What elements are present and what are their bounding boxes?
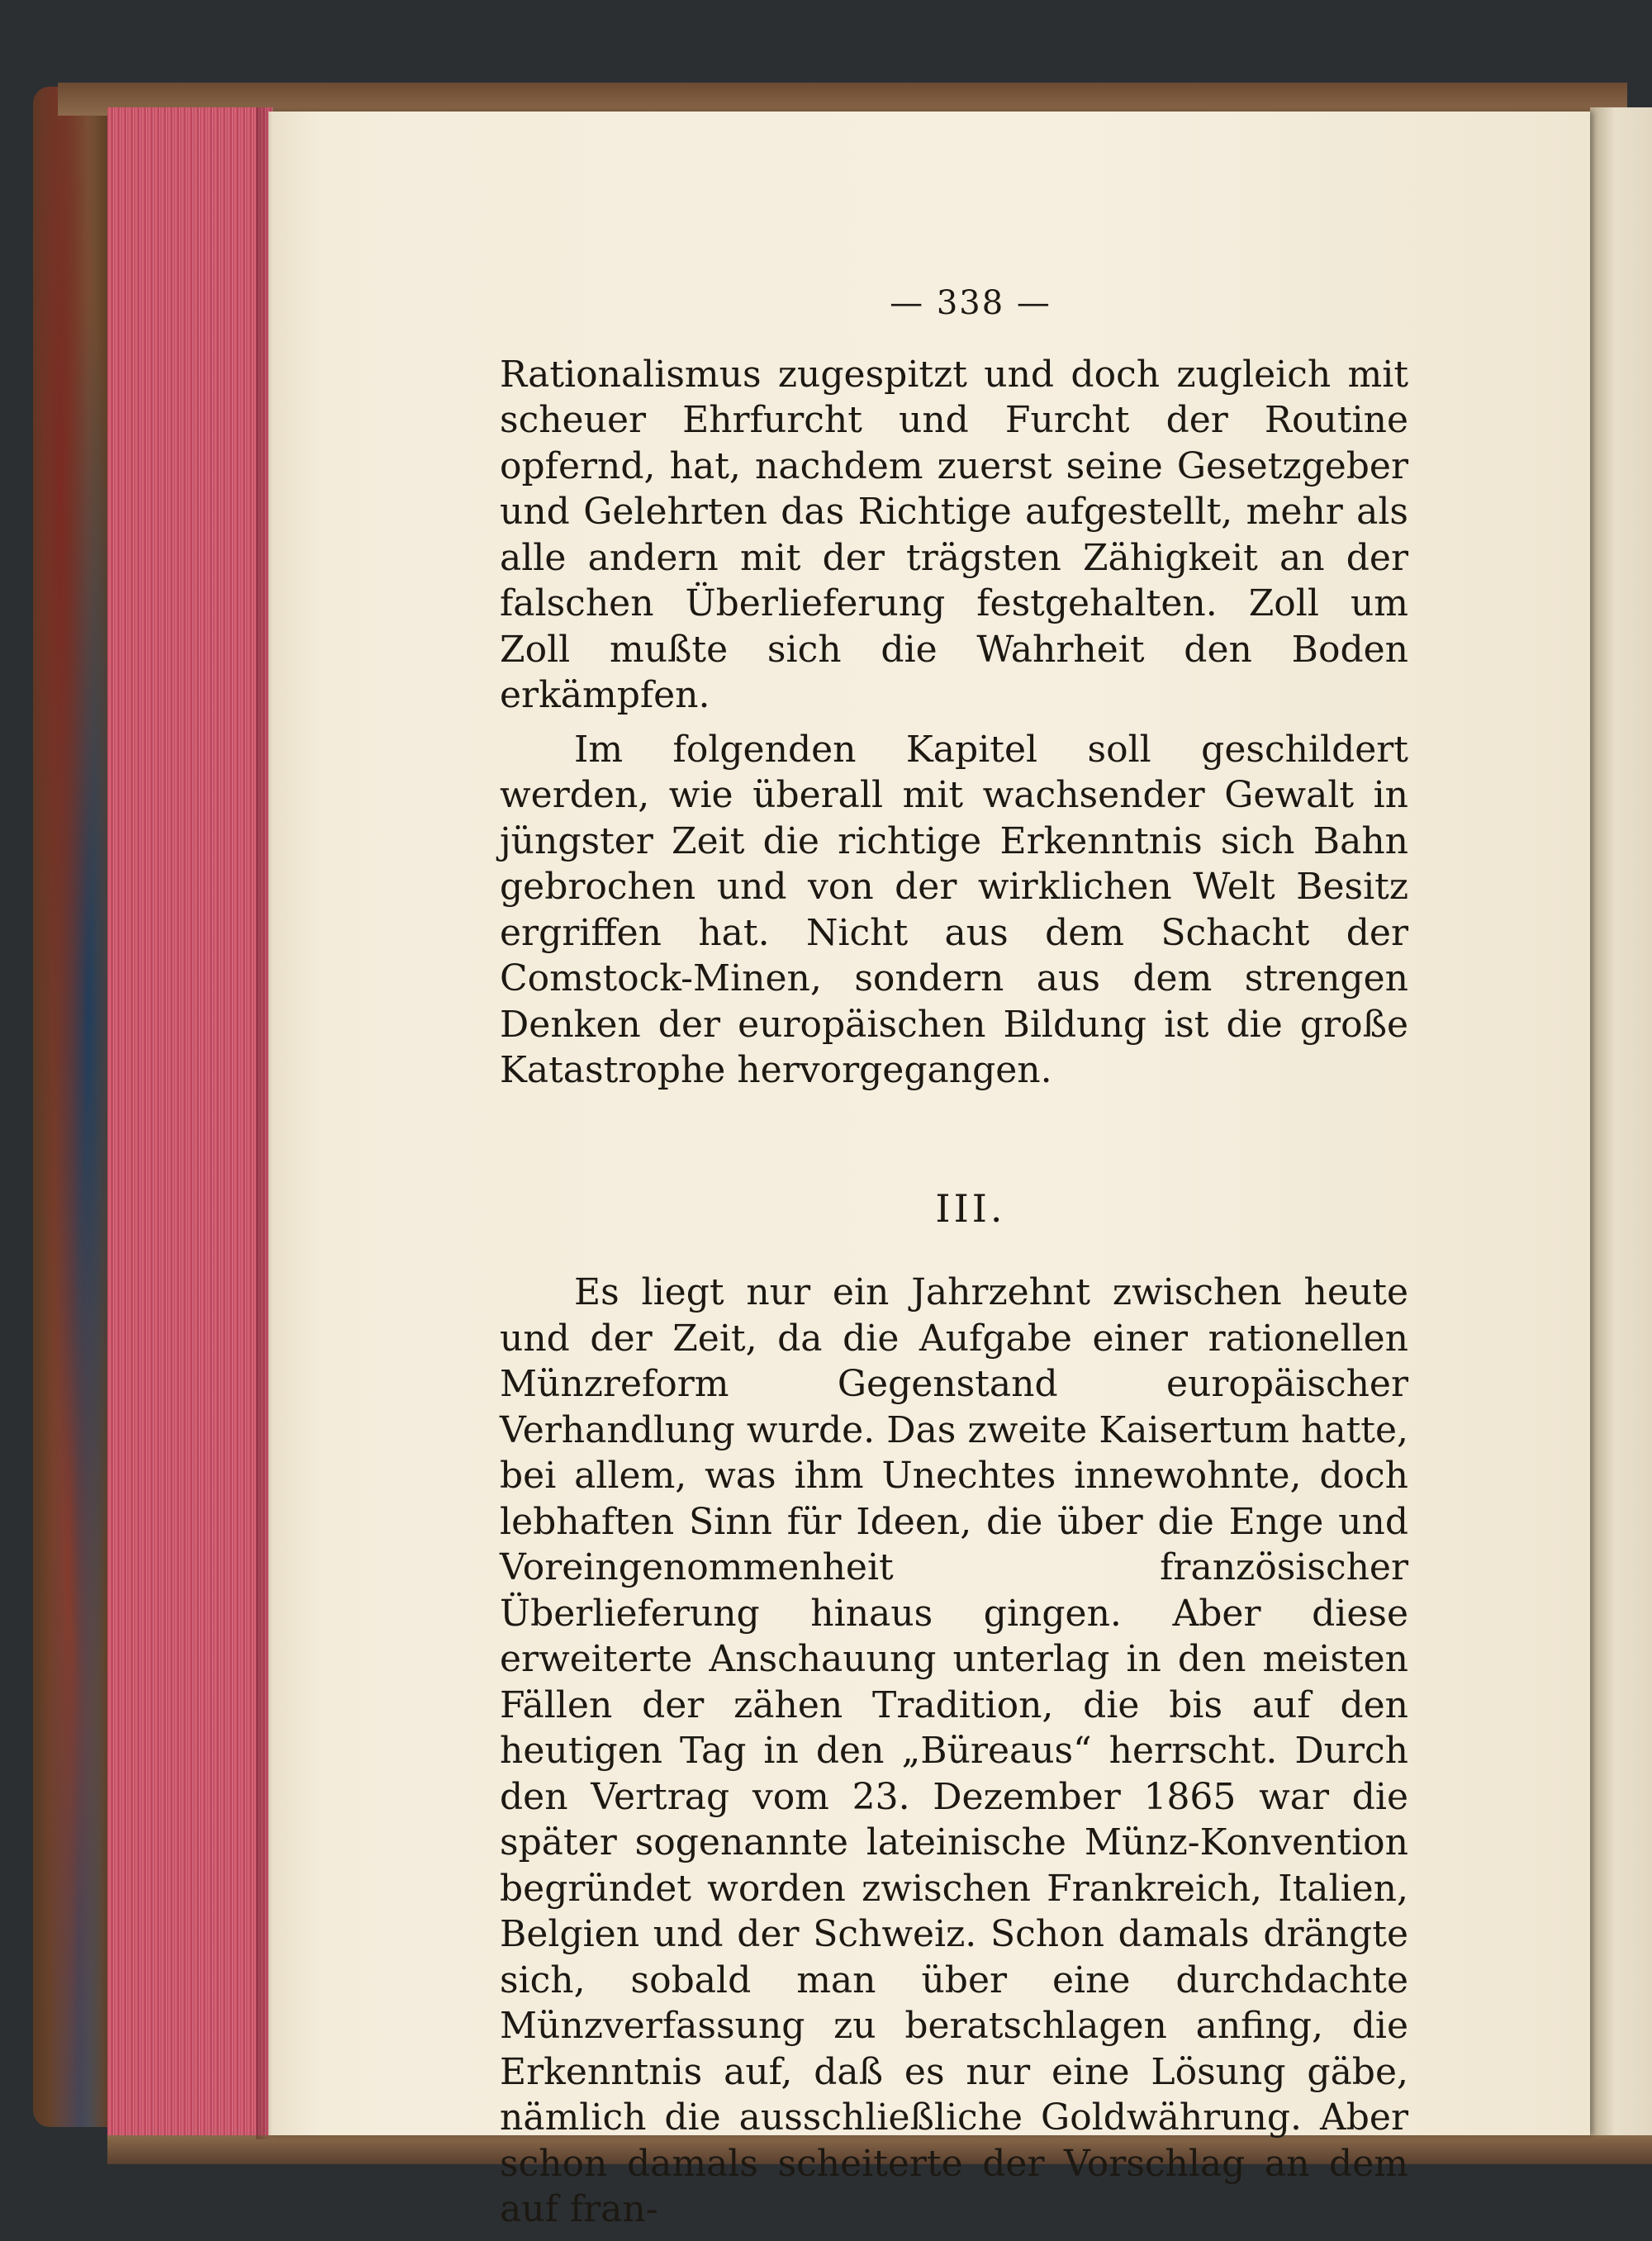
book-spine-leather bbox=[58, 83, 1627, 116]
paragraph-continuation: Rationalismus zugespitzt und doch zugleich mit scheuer Ehrfurcht und Furcht der Routine opfernd, hat, nachdem zuerst seine Gesetzgeber und Gelehrten das Richtige aufgestellt, mehr als alle andern mit der trägsten Zähigkeit an der falschen Überlieferung festgehalten. Zoll um Zoll mußte sich die Wahrheit den Boden erkämpfen. bbox=[500, 353, 1408, 716]
facing-page-edge bbox=[1590, 107, 1652, 2139]
page-gutter-shadow bbox=[256, 107, 273, 2139]
section-heading: III. bbox=[935, 1185, 1006, 1231]
page-number: — 338 — bbox=[890, 284, 1051, 322]
page-text-block bbox=[500, 281, 1408, 2241]
book-page-edges bbox=[107, 107, 273, 2139]
paragraph-section-three: Es liegt nur ein Jahrzehnt zwischen heute und der Zeit, da die Aufgabe einer rationellen Münzreform Gegenstand europäischer Verhandlung wurde. Das zweite Kaisertum hatte, bei allem, was ihm Unechtes innewohnte, doch lebhaften Sinn für Ideen, die über die Enge und Voreingenommenheit französischer Überlieferung hinaus gingen. Aber diese erweiterte Anschauung unterlag in den meisten Fällen der zähen Tradition, die bis auf den heutigen Tag in den „Büreaus“ herrscht. Durch den Vertrag vom 23. Dezember 1865 war die später sogenannte lateinische Münz-Konvention begründet worden zwischen Frankreich, Italien, Belgien und der Schweiz. Schon damals drängte sich, sobald man über eine durchdachte Münzverfassung zu beratschlagen anfing, die Erkenntnis auf, daß es nur eine Lösung gäbe, nämlich die ausschließliche Goldwährung. Aber schon damals scheiterte der Vorschlag an dem auf fran- bbox=[500, 1271, 1408, 2230]
paragraph-next-chapter: Im folgenden Kapitel soll geschildert werden, wie überall mit wachsender Gewalt in jüngster Zeit die richtige Erkenntnis sich Bahn gebrochen und von der wirklichen Welt Besitz ergriffen hat. Nicht aus dem Schacht der Comstock-Minen, sondern aus dem strengen Denken der europäischen Bildung ist die große Katastrophe hervorgegangen. bbox=[500, 728, 1408, 1091]
